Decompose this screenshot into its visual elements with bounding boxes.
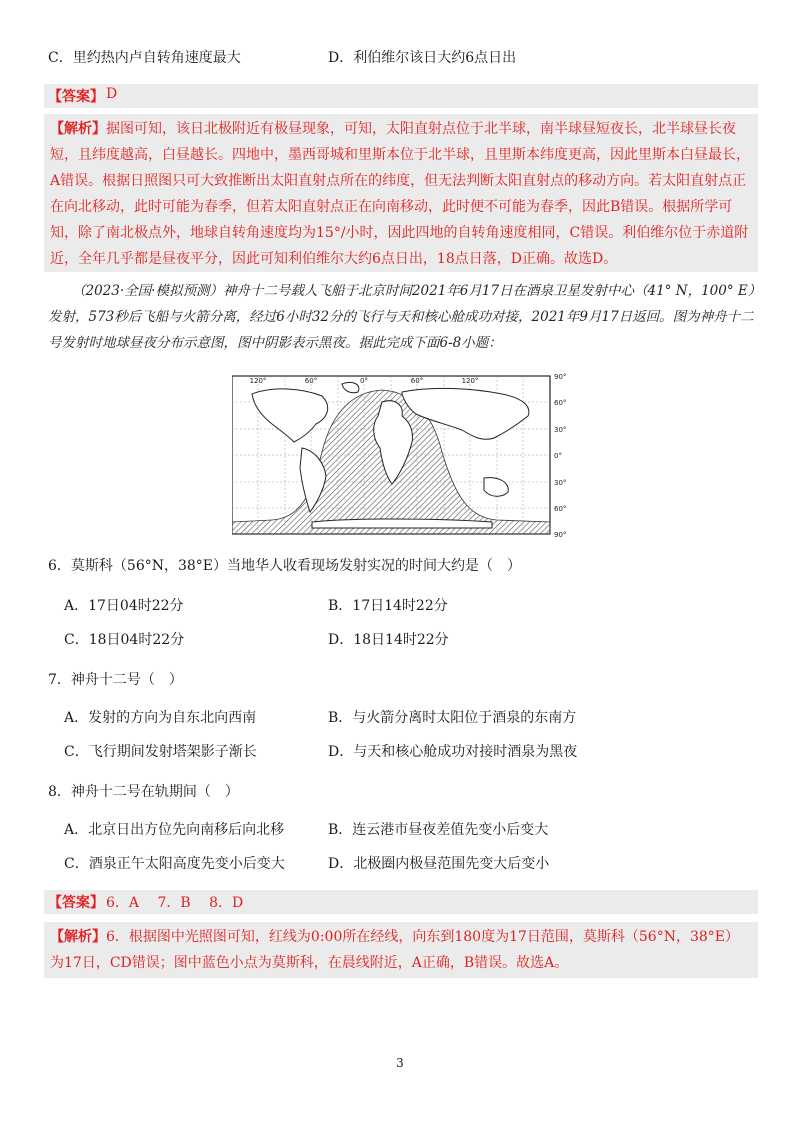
question-stem: （2023·全国·模拟预测）神舟十二号载人飞船于北京时间2021年6月17日在酒泉卫星发射中心（41° N，100° E）发射，573秒后飞船与火箭分离，经过6小时32分的飞行与天和核心舱成功对接，2021年9月17日返回。图为神舟十二号发射时地球昼夜分布示意图，图中阴影表示黑夜。据此完成下面6-8小题： (48, 283, 755, 351)
q8-stem: 8．神舟十二号在轨期间（ ） (48, 784, 239, 800)
analysis-label-2: 【解析】 (50, 929, 106, 945)
q7-option-b[interactable]: B．与火箭分离时太阳位于酒泉的东南方 (328, 710, 577, 726)
q6-option-b[interactable]: B．17日14时22分 (328, 598, 448, 614)
lon-label-1: 120° (249, 377, 267, 385)
q6-option-c[interactable]: C．18日04时22分 (64, 632, 185, 648)
option-d-prev: D．利伯维尔该日大约6点日出 (328, 50, 517, 66)
analysis-text: 据图可知，该日北极附近有极昼现象，可知，太阳直射点位于北半球，南半球昼短夜长，北半球昼长夜短，且纬度越高，白昼越长。四地中，墨西哥城和里斯本位于北半球，且里斯本纬度更高，因此里斯本白昼最长，A错误。根据日照图只可大致推断出太阳直射点所在的纬度，但无法判断太阳直射点的移动方向。若太阳直射点正在向北移动，此时可能为春季，但若太阳直射点正在向南移动，此时便不可能为春季，因此B错误。根据所学可知，除了南北极点外，地球自转角速度均为15°/小时，因此四地的自转角速度相同，C错误。利伯维尔位于赤道附近，全年几乎都是昼夜平分，因此可知利伯维尔大约6点日出，18点日落，D正确。故选D。 (50, 121, 750, 267)
answer-label: 【答案】 (48, 89, 104, 105)
day-night-map (232, 372, 572, 538)
answer-block-2 (44, 890, 758, 914)
lat-label-7: 90° (554, 531, 567, 538)
analysis-block-1 (44, 114, 758, 272)
world-map-figure (232, 372, 572, 538)
analysis-label: 【解析】 (50, 121, 106, 137)
lat-label-5: 30° (554, 479, 567, 487)
option-c-prev: C．里约热内卢自转角速度最大 (48, 50, 241, 66)
lat-label-2: 60° (554, 399, 567, 407)
page-number: 3 (396, 1056, 404, 1070)
answer-value: D (106, 86, 118, 102)
answer-block-1 (44, 84, 758, 108)
q6-option-a[interactable]: A．17日04时22分 (64, 598, 184, 614)
lon-label-3: 0° (360, 377, 368, 385)
answer-value-2: 6．A 7．B 8．D (106, 895, 244, 911)
lon-label-4: 60° (410, 377, 424, 385)
lon-label-5: 120° (461, 377, 479, 385)
analysis-text-2: 6．根据图中光照图可知，红线为0:00所在经线，向东到180度为17日范围，莫斯科（56°N，38°E）为17日，CD错误；图中蓝色小点为莫斯科，在晨线附近，A正确，B错误。故选A。 (50, 929, 739, 971)
q8-option-b[interactable]: B．连云港市昼夜差值先变小后变大 (328, 822, 549, 838)
q7-stem: 7．神舟十二号（ ） (48, 672, 183, 688)
q8-option-a[interactable]: A．北京日出方位先向南移后向北移 (64, 822, 285, 838)
lat-label-3: 30° (554, 426, 567, 434)
lon-label-2: 60° (304, 377, 318, 385)
q7-option-d[interactable]: D．与天和核心舱成功对接时酒泉为黑夜 (328, 744, 578, 760)
lat-label-4: 0° (554, 452, 562, 460)
lat-label-1: 90° (554, 373, 567, 381)
q7-option-c[interactable]: C．飞行期间发射塔架影子渐长 (64, 744, 257, 760)
q7-option-a[interactable]: A．发射的方向为自东北向西南 (64, 710, 257, 726)
q8-option-c[interactable]: C．酒泉正午太阳高度先变小后变大 (64, 856, 285, 872)
analysis-block-2 (44, 922, 758, 978)
q8-option-d[interactable]: D．北极圈内极昼范围先变大后变小 (328, 856, 550, 872)
lat-label-6: 60° (554, 505, 567, 513)
q6-stem: 6．莫斯科（56°N，38°E）当地华人收看现场发射实况的时间大约是（ ） (48, 558, 522, 574)
q6-option-d[interactable]: D．18日14时22分 (328, 632, 449, 648)
answer-label-2: 【答案】 (48, 895, 104, 911)
